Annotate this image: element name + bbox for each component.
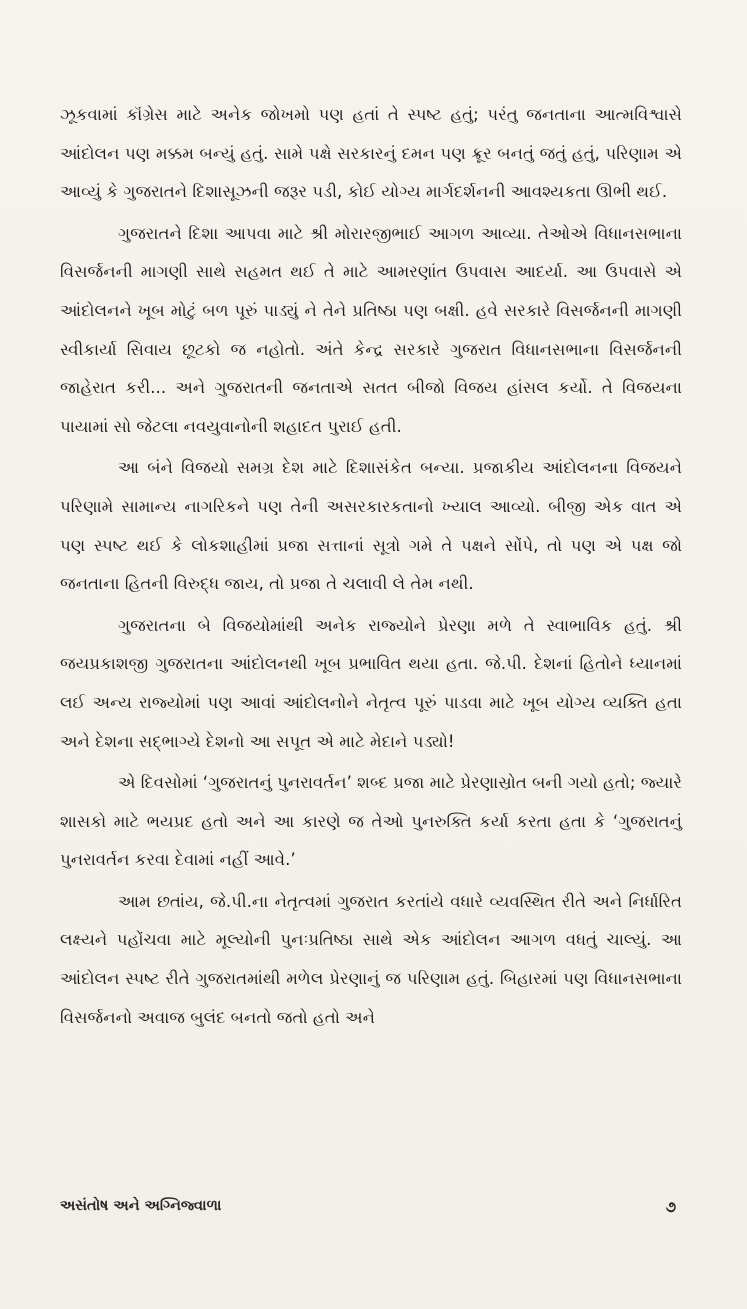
paragraph: ગુજરાતના બે વિજયોમાંથી અનેક રાજ્યોને પ્રેરણા મળે તે સ્વાભાવિક હતું. શ્રી જયપ્રકાશજી ગુજરાતના આંદોલનથી ખૂબ પ્રભાવિત થયા હતા. જે.પી. દેશનાં હિતોને ધ્યાનમાં લઈ અન્ય રાજ્યોમાં પણ આવાં આંદોલનોને નેતૃત્વ પૂરું પાડવા માટે ખૂબ યોગ્ય વ્યક્તિ હતા અને દેશના સદ્ભાગ્યે દેશનો આ સપૂત એ માટે મેદાને પડ્યો! [60,615,682,751]
paragraph: ગુજરાતને દિશા આપવા માટે શ્રી મોરારજીભાઈ આગળ આવ્યા. તેઓએ વિધાનસભાના વિસર્જનની માગણી સાથે સહમત થઈ તે માટે આમરણાંત ઉપવાસ આદર્યા. આ ઉપવાસે એ આંદોલનને ખૂબ મોટું બળ પૂરું પાડ્યું ને તેને પ્રતિષ્ઠા પણ બક્ષી. હવે સરકારે વિસર્જનની માગણી સ્વીકાર્યા સિવાય છૂટકો જ નહોતો. અંતે કેન્દ્ર સરકારે ગુજરાત વિધાનસભાના વિસર્જનની જાહેરાત કરી... અને ગુજરાતની જનતાએ સતત બીજો વિજય હાંસલ કર્યો. તે વિજયના પાયામાં સો જેટલા નવયુવાનોની શહાદત પુરાઈ હતી. [60,223,682,436]
running-footer-title: અસંતોષ અને અગ્નિજ્વાળા [60,1198,222,1214]
paragraph: આ બંને વિજયો સમગ્ર દેશ માટે દિશાસંકેત બન્યા. પ્રજાકીય આંદોલનના વિજયને પરિણામે સામાન્ય નાગરિકને પણ તેની અસરકારકતાનો ખ્યાલ આવ્યો. બીજી એક વાત એ પણ સ્પષ્ટ થઈ કે લોકશાહીમાં પ્રજા સત્તાનાં સૂત્રો ગમે તે પક્ષને સોંપે, તો પણ એ પક્ષ જો જનતાના હિતની વિરુદ્ધ જાય, તો પ્રજા તે ચલાવી લે તેમ નથી. [60,458,682,594]
page-body [60,96,682,1040]
paragraph: ઝૂકવામાં કૉંગ્રેસ માટે અનેક જોખમો પણ હતાં તે સ્પષ્ટ હતું; પરંતુ જનતાના આત્મવિશ્વાસે આંદોલન પણ મક્કમ બન્યું હતું. સામે પક્ષે સરકારનું દમન પણ ક્રૂર બનતું જતું હતું, પરિણામ એ આવ્યું કે ગુજરાતને દિશાસૂઝની જરૂર પડી, કોઈ યોગ્ય માર્ગદર્શનની આવશ્યકતા ઊભી થઈ. [60,105,682,202]
paragraph: એ દિવસોમાં ‘ગુજરાતનું પુનરાવર્તન’ શબ્દ પ્રજા માટે પ્રેરણાસ્રોત બની ગયો હતો; જ્યારે શાસકો માટે ભયપ્રદ હતો અને આ કારણે જ તેઓ પુનરુક્તિ કર્યા કરતા હતા કે ‘ગુજરાતનું પુનરાવર્તન કરવા દેવામાં નહીં આવે.’ [60,773,682,870]
page-number: ૭ [665,1198,676,1216]
paragraph: આમ છતાંય, જે.પી.ના નેતૃત્વમાં ગુજરાત કરતાંયે વધારે વ્યવસ્થિત રીતે અને નિર્ધારિત લક્ષ્યને પહોંચવા માટે મૂલ્યોની પુનઃપ્રતિષ્ઠા સાથે એક આંદોલન આગળ વધતું ચાલ્યું. આ આંદોલન સ્પષ્ટ રીતે ગુજરાતમાંથી મળેલ પ્રેરણાનું જ પરિણામ હતું. બિહારમાં પણ વિધાનસભાના વિસર્જનનો અવાજ બુલંદ બનતો જતો હતો અને [60,891,682,1027]
